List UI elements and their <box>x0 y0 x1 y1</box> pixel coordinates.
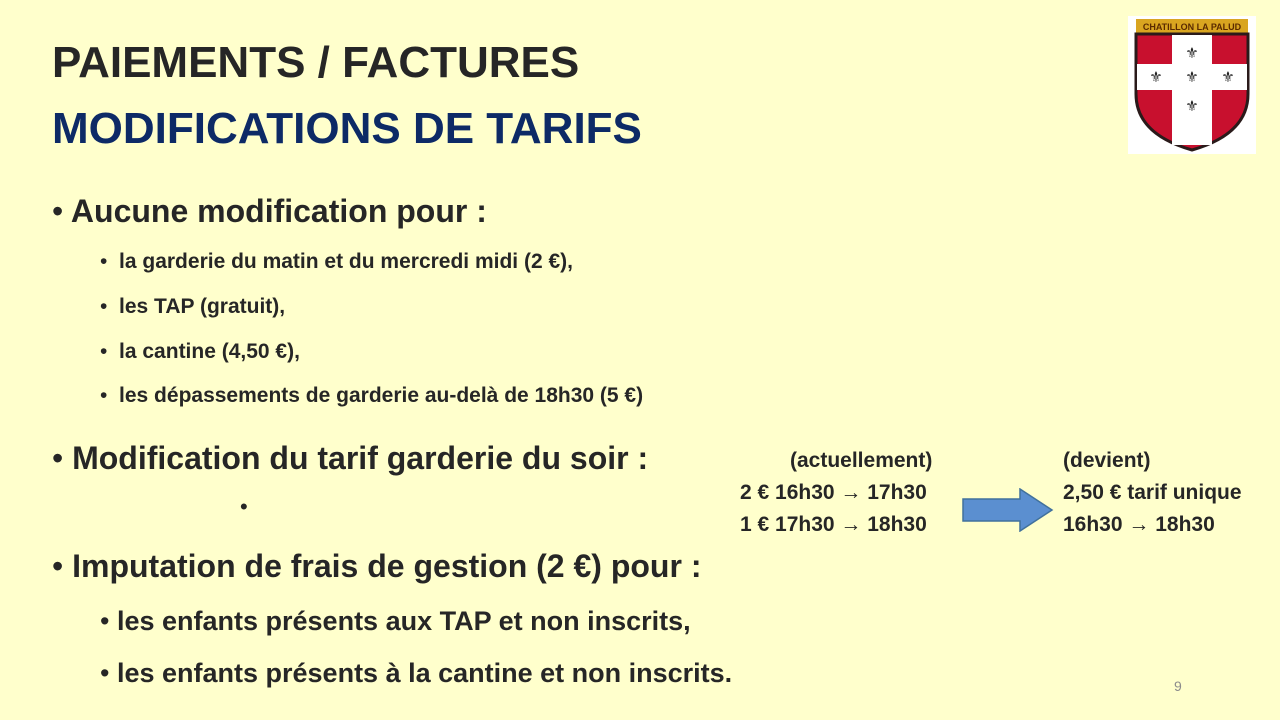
list-item: • les enfants présents à la cantine et non inscrits. <box>100 658 733 688</box>
empty-bullet: • <box>240 494 248 519</box>
list-item: • les enfants présents aux TAP et non inscrits, <box>100 606 691 636</box>
current-row: 1 € 17h30 → 18h30 <box>740 513 927 536</box>
list-item: • les TAP (gratuit), <box>100 295 286 318</box>
coat-of-arms-icon <box>1128 16 1256 154</box>
new-row: 16h30 → 18h30 <box>1063 513 1215 536</box>
list-item: • la garderie du matin et du mercredi midi (2 €), <box>100 250 573 273</box>
section1-heading: • Aucune modification pour : <box>52 193 487 229</box>
section2-heading: • Modification du tarif garderie du soir : <box>52 440 649 476</box>
current-header: (actuellement) <box>790 449 933 472</box>
slide-subtitle: MODIFICATIONS DE TARIFS <box>52 104 642 153</box>
new-header: (devient) <box>1063 449 1151 472</box>
svg-text:⚜: ⚜ <box>1185 69 1199 86</box>
list-item: • la cantine (4,50 €), <box>100 340 300 363</box>
svg-text:CHATILLON LA PALUD: CHATILLON LA PALUD <box>1142 22 1242 32</box>
svg-text:⚜: ⚜ <box>1221 69 1235 86</box>
slide-title: PAIEMENTS / FACTURES <box>52 38 580 87</box>
current-row: 2 € 16h30 → 17h30 <box>740 481 927 504</box>
svg-text:⚜: ⚜ <box>1185 45 1199 62</box>
list-item: • les dépassements de garderie au-delà de 18h30 (5 €) <box>100 384 644 407</box>
section3-heading: • Imputation de frais de gestion (2 €) pour : <box>52 548 702 584</box>
svg-text:⚜: ⚜ <box>1149 69 1163 86</box>
new-row: 2,50 € tarif unique <box>1063 481 1242 504</box>
right-arrow-icon <box>962 488 1054 532</box>
town-logo <box>1128 16 1256 154</box>
svg-text:⚜: ⚜ <box>1185 98 1199 115</box>
page-number: 9 <box>1174 678 1182 694</box>
